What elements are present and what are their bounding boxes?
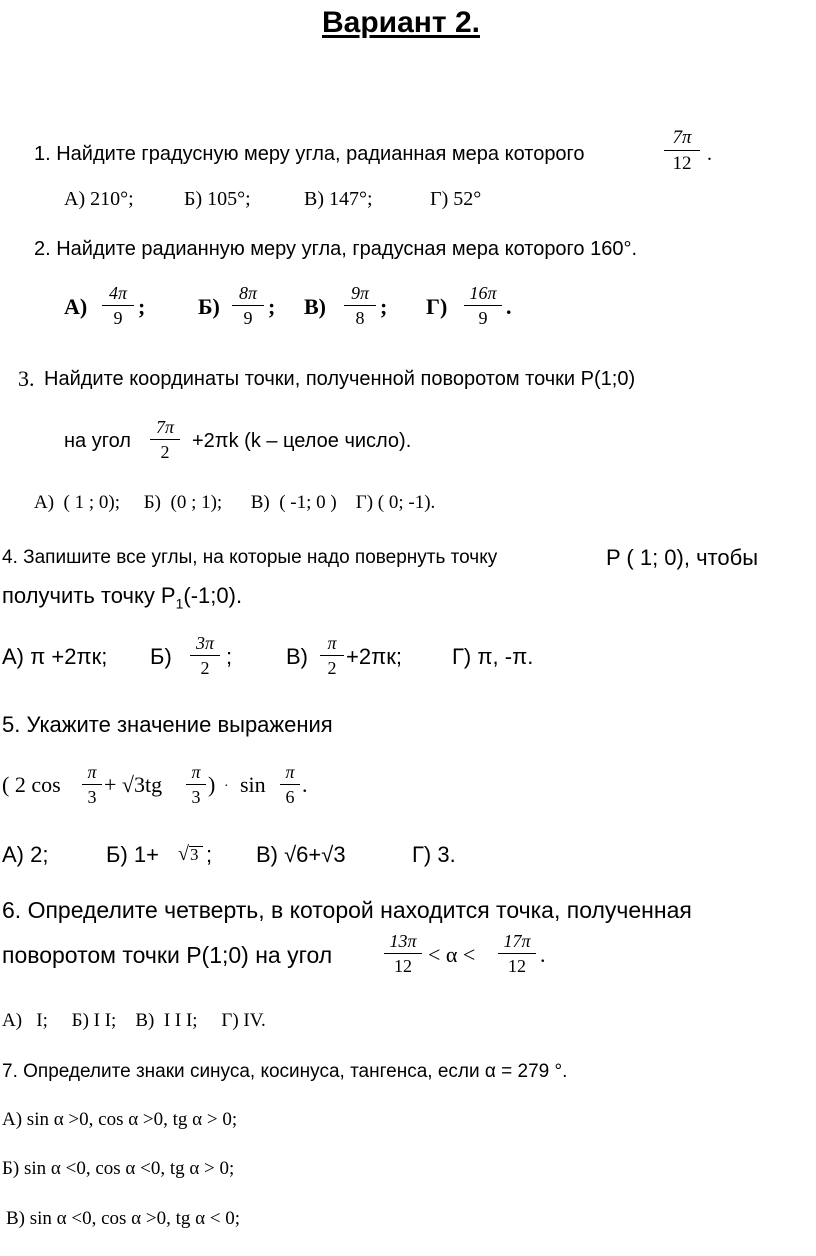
q3-line2-post: +2πk (k – целое число). — [192, 430, 412, 452]
q3-text: Найдите координаты точки, полученной поворотом точки P(1;0) — [44, 368, 636, 390]
q4-line2-subscript: 1 — [175, 595, 184, 612]
q4-answer-c-fraction — [320, 634, 344, 677]
q4-b-numerator: 3π — [195, 633, 215, 653]
q2-c-denominator: 8 — [355, 308, 365, 328]
q2-answer-b-label: Б) — [198, 294, 220, 319]
q5-expr-end: . — [302, 772, 308, 797]
q5-answer-b-end: ; — [206, 842, 213, 867]
q2-answer-a-fraction — [102, 284, 134, 327]
q2-d-denominator: 9 — [478, 308, 488, 328]
q3-line2-pre: на угол — [64, 430, 131, 452]
q5-answer-b-root: 3 — [190, 845, 199, 864]
q2-answer-c-fraction — [344, 284, 376, 327]
q6-f1-numerator: 13π — [389, 931, 417, 951]
q4-text-tail: P ( 1; 0), чтобы — [606, 545, 759, 570]
q4-answer-b-end: ; — [226, 644, 233, 669]
q2-answer-a-label: А) — [64, 294, 88, 319]
q2-text: 2. Найдите радианную меру угла, градусная мера которого 160°. — [34, 238, 638, 260]
q5-answer-b-pre: Б) 1+ — [106, 842, 159, 867]
q2-a-numerator: 4π — [108, 283, 128, 303]
q5-f3-denominator: 6 — [285, 787, 295, 807]
q7-answer-a: А) sin α >0, cos α >0, tg α > 0; — [2, 1109, 238, 1130]
q6-fraction-2 — [498, 932, 536, 975]
q5-fraction-2 — [186, 763, 206, 806]
q2-answer-a-end: ; — [138, 294, 146, 319]
q2-answer-c-label: В) — [304, 294, 326, 319]
q2-d-numerator: 16π — [469, 283, 497, 303]
q5-f2-denominator: 3 — [191, 787, 201, 807]
q2-answer-d-fraction — [464, 284, 502, 327]
q5-expr-mid: + √3tg — [104, 772, 163, 797]
q2-b-numerator: 8π — [238, 283, 258, 303]
q3-answers: А) ( 1 ; 0); Б) (0 ; 1); В) ( -1; 0 ) Г) ( 0; -1). — [34, 492, 436, 513]
q6-answers: А) I; Б) I I; В) I I I; Г) IV. — [2, 1010, 266, 1031]
q4-line2-end: (-1;0). — [183, 583, 243, 608]
q4-b-denominator: 2 — [200, 658, 210, 678]
q5-expr-close: ) — [208, 772, 216, 797]
q5-f2-numerator: π — [191, 762, 201, 782]
q3-fraction-numerator: 7π — [155, 417, 175, 437]
q5-sin: sin — [240, 772, 266, 797]
q2-c-numerator: 9π — [350, 283, 370, 303]
q5-fraction-3 — [280, 763, 300, 806]
q1-answer-d: Г) 52° — [430, 188, 482, 210]
q2-answer-b-end: ; — [268, 294, 276, 319]
q6-inequality: < α < — [428, 942, 476, 967]
q3-number: 3. — [18, 366, 35, 391]
q6-f2-denominator: 12 — [508, 956, 526, 976]
q2-answer-b-fraction — [232, 284, 264, 327]
q4-c-denominator: 2 — [327, 658, 337, 678]
q5-f1-numerator: π — [87, 762, 97, 782]
q4-answer-c-end: +2πк; — [346, 644, 402, 669]
q3-fraction-denominator: 2 — [160, 442, 170, 462]
q5-f1-denominator: 3 — [87, 787, 97, 807]
q4-line2-text: получить точку P — [2, 583, 176, 608]
q2-answer-d-end: . — [506, 294, 512, 319]
q7-answer-c: В) sin α <0, cos α >0, tg α < 0; — [6, 1208, 241, 1229]
q1-text: 1. Найдите градусную меру угла, радианная мера которого — [34, 143, 585, 165]
q7-text: 7. Определите знаки синуса, косинуса, тангенса, если α = 279 °. — [2, 1061, 568, 1082]
q4-answer-b-fraction — [190, 634, 220, 677]
q4-answer-a: А) π +2πк; — [2, 644, 108, 669]
q1-fraction-numerator: 7π — [672, 127, 692, 148]
q5-answer-a: А) 2; — [2, 842, 49, 867]
q4-line2 — [2, 583, 242, 611]
q4-answer-b-label: Б) — [150, 644, 172, 669]
q5-f3-numerator: π — [285, 762, 295, 782]
q5-answer-c: В) √6+√3 — [256, 842, 346, 867]
q1-answer-b: Б) 105°; — [184, 188, 251, 210]
q5-text: 5. Укажите значение выражения — [2, 712, 333, 737]
q1-answer-c: В) 147°; — [304, 188, 373, 210]
q5-fraction-1 — [82, 763, 102, 806]
q2-answer-c-end: ; — [380, 294, 388, 319]
q4-text: 4. Запишите все углы, на которые надо повернуть точку — [2, 547, 498, 568]
q6-end: . — [540, 942, 546, 967]
q6-line1: 6. Определите четверть, в которой находится точка, полученная — [2, 897, 692, 923]
q7-answer-b: Б) sin α <0, cos α <0, tg α > 0; — [2, 1158, 235, 1179]
q6-line2: поворотом точки P(1;0) на угол — [2, 942, 333, 968]
q2-b-denominator: 9 — [243, 308, 253, 328]
q6-fraction-1 — [384, 932, 422, 975]
q5-answer-b-radical: √ — [178, 843, 189, 865]
q6-f1-denominator: 12 — [394, 956, 412, 976]
q5-dot: · — [224, 779, 229, 794]
q6-f2-numerator: 17π — [503, 931, 531, 951]
q1-end: . — [707, 143, 712, 165]
q2-answer-d-label: Г) — [426, 294, 448, 319]
q5-answer-d: Г) 3. — [412, 842, 456, 867]
q4-answer-c-label: В) — [286, 644, 308, 669]
q1-fraction-denominator: 12 — [672, 153, 692, 174]
q1-answer-a: А) 210°; — [64, 188, 134, 210]
q4-c-numerator: π — [327, 633, 337, 653]
q3-fraction — [150, 418, 180, 461]
q5-expr-open: ( 2 cos — [2, 772, 61, 797]
q2-a-denominator: 9 — [113, 308, 123, 328]
q4-answer-d: Г) π, -π. — [452, 644, 534, 669]
q1-fraction — [664, 128, 700, 173]
page-title: Вариант 2. — [322, 6, 480, 39]
